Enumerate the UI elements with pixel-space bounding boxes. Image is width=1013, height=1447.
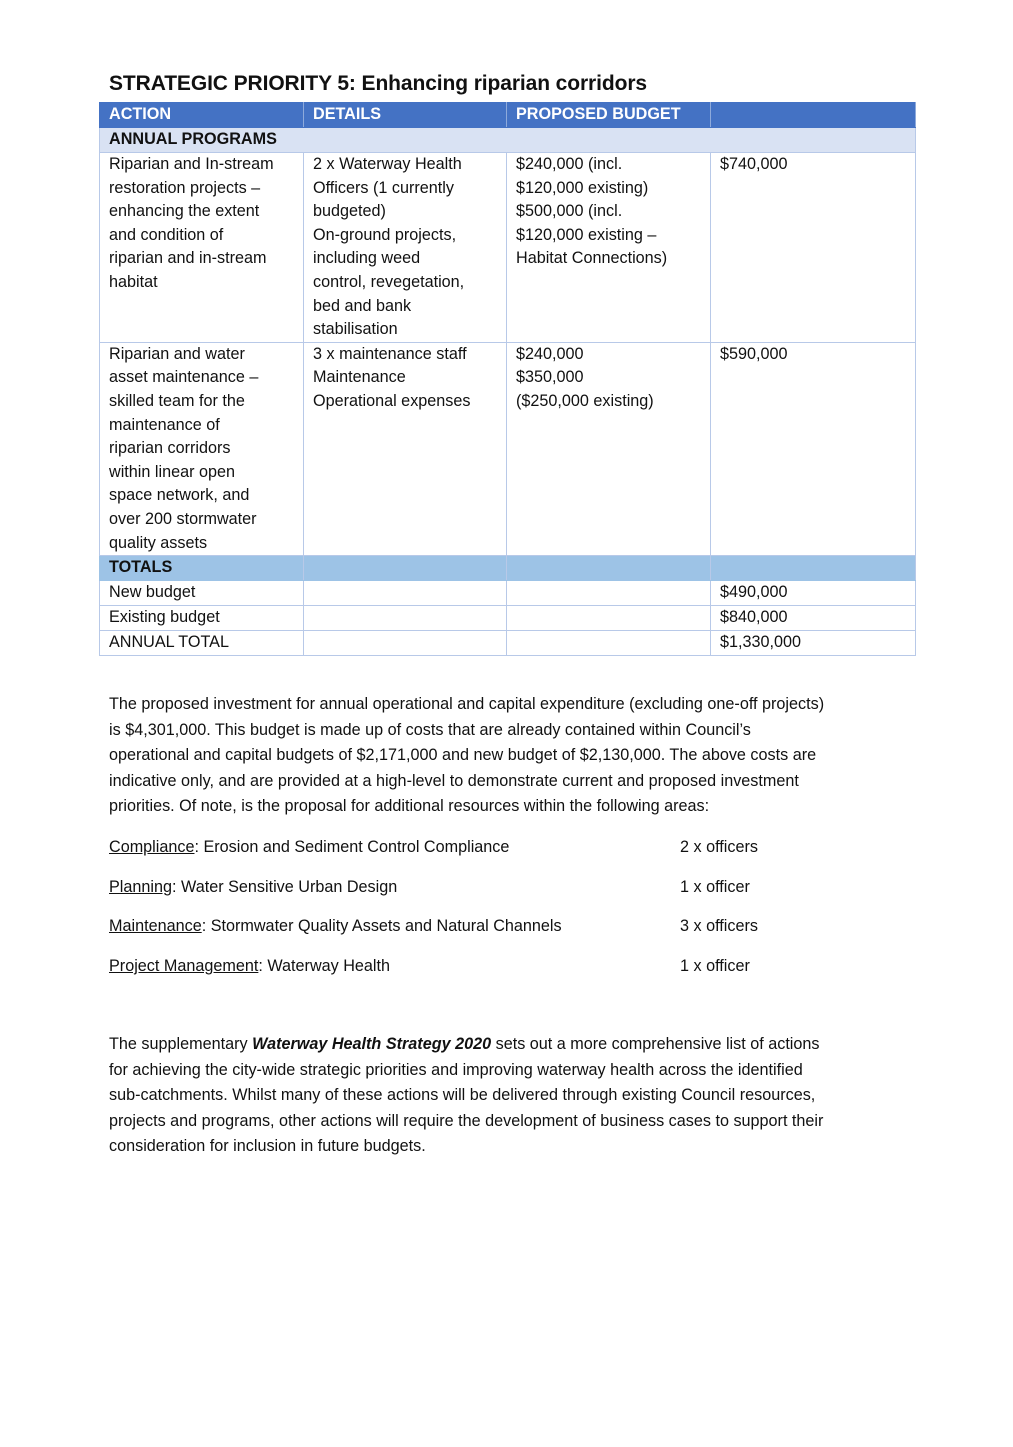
summary-value: $490,000 xyxy=(711,581,916,606)
resource-quantity: 1 x officer xyxy=(680,957,750,975)
cell-line: $240,000 (incl. xyxy=(516,155,623,173)
paragraph-line: for achieving the city-wide strategic priorities and improving waterway health across the identified xyxy=(109,1060,803,1079)
paragraph-line: consideration for inclusion in future budgets. xyxy=(109,1137,426,1156)
summary-row-existing-budget xyxy=(100,606,916,631)
cell-line: $350,000 xyxy=(516,368,584,387)
paragraph-text: sets out a more comprehensive list of actions xyxy=(491,1035,820,1053)
resource-description: : Waterway Health xyxy=(258,957,391,975)
cell-line: enhancing the extent xyxy=(109,202,260,221)
cell-line: control, revegetation, xyxy=(313,272,465,291)
cell-line: space network, and xyxy=(109,486,250,505)
resource-quantity: 1 x officer xyxy=(680,878,750,896)
paragraph-line: operational and capital budgets of $2,171,000 and new budget of $2,130,000. The above costs are xyxy=(109,746,817,765)
cell-line: maintenance of xyxy=(109,415,220,434)
cell-line: habitat xyxy=(109,272,158,291)
cell-line: budgeted) xyxy=(313,202,386,221)
cell-line: $500,000 (incl. xyxy=(516,202,623,221)
total-cell: $740,000 xyxy=(711,153,916,343)
cell-line: $120,000 existing – xyxy=(516,225,657,244)
header-details: DETAILS xyxy=(304,103,507,128)
cell-line: Riparian and water xyxy=(109,344,245,363)
cell-line: bed and bank xyxy=(313,296,412,315)
cell-line: asset maintenance – xyxy=(109,368,259,387)
resource-row-planning xyxy=(109,874,809,900)
cell-line: Officers (1 currently xyxy=(313,178,454,197)
resource-quantity: 3 x officers xyxy=(680,917,758,935)
strategy-paragraph xyxy=(109,1032,909,1160)
cell-line: including weed xyxy=(313,249,421,268)
section-row-annual-programs xyxy=(100,128,916,153)
paragraph-text: The supplementary xyxy=(109,1035,253,1053)
cell-line: 2 x Waterway Health xyxy=(313,155,462,173)
cell-line: skilled team for the xyxy=(109,391,245,410)
summary-value: $840,000 xyxy=(711,606,916,631)
budget-cell xyxy=(507,153,711,343)
header-action: ACTION xyxy=(100,103,304,128)
paragraph-line: projects and programs, other actions will require the development of business cases to support their xyxy=(109,1111,824,1130)
header-proposed-budget: PROPOSED BUDGET xyxy=(507,103,711,128)
totals-label: TOTALS xyxy=(100,556,304,581)
resource-row-compliance xyxy=(109,834,809,860)
cell-line: Operational expenses xyxy=(313,391,471,410)
budget-table xyxy=(99,102,916,656)
cell-line: over 200 stormwater xyxy=(109,509,257,528)
strategy-title: Waterway Health Strategy 2020 xyxy=(252,1035,492,1053)
resource-area: Compliance xyxy=(109,838,195,856)
table-row xyxy=(100,153,916,343)
cell-line: restoration projects – xyxy=(109,178,261,197)
cell-line: ($250,000 existing) xyxy=(516,391,654,410)
details-cell xyxy=(304,153,507,343)
summary-label: Existing budget xyxy=(100,606,304,631)
summary-label: ANNUAL TOTAL xyxy=(100,631,304,656)
cell-line: Maintenance xyxy=(313,368,406,387)
cell-line: 3 x maintenance staff xyxy=(313,344,467,363)
cell-line: $120,000 existing) xyxy=(516,178,649,197)
summary-value: $1,330,000 xyxy=(711,631,916,656)
section-label: ANNUAL PROGRAMS xyxy=(100,128,916,153)
paragraph-line xyxy=(109,1032,909,1058)
table-row xyxy=(100,342,916,555)
resource-area: Planning xyxy=(109,878,173,896)
paragraph-line: sub-catchments. Whilst many of these actions will be delivered through existing Council resources, xyxy=(109,1086,816,1105)
paragraph-line: is $4,301,000. This budget is made up of costs that are already contained within Council’s xyxy=(109,720,751,739)
resource-area: Maintenance xyxy=(109,917,202,935)
resource-row-maintenance xyxy=(109,913,809,939)
summary-row-annual-total xyxy=(100,631,916,656)
resource-description: : Erosion and Sediment Control Compliance xyxy=(194,838,510,856)
summary-label: New budget xyxy=(100,581,304,606)
investment-paragraph xyxy=(109,692,909,820)
resource-area: Project Management xyxy=(109,957,259,975)
cell-line: within linear open xyxy=(109,462,235,481)
paragraph-line: The proposed investment for annual operational and capital expenditure (excluding one-off projects) xyxy=(109,695,825,713)
cell-line: Riparian and In-stream xyxy=(109,155,274,173)
cell-line: stabilisation xyxy=(313,320,398,339)
cell-line: riparian and in-stream xyxy=(109,249,267,268)
section-row-totals xyxy=(100,556,916,581)
budget-cell xyxy=(507,342,711,555)
cell-line: riparian corridors xyxy=(109,439,231,458)
action-cell xyxy=(100,342,304,555)
resource-row-project-management xyxy=(109,953,809,979)
paragraph-line: priorities. Of note, is the proposal for additional resources within the following areas: xyxy=(109,797,710,816)
cell-line: and condition of xyxy=(109,225,224,244)
page-title: STRATEGIC PRIORITY 5: Enhancing riparian corridors xyxy=(109,72,647,95)
header-total xyxy=(711,103,916,128)
cell-line: On-ground projects, xyxy=(313,225,457,244)
table-header-row xyxy=(100,103,916,128)
total-cell: $590,000 xyxy=(711,342,916,555)
paragraph-line: indicative only, and are provided at a high-level to demonstrate current and proposed investment xyxy=(109,771,799,790)
summary-row-new-budget xyxy=(100,581,916,606)
resource-description: : Water Sensitive Urban Design xyxy=(172,878,398,896)
cell-line: quality assets xyxy=(109,533,208,552)
resource-description: : Stormwater Quality Assets and Natural Channels xyxy=(201,917,562,935)
cell-line: Habitat Connections) xyxy=(516,249,668,268)
action-cell xyxy=(100,153,304,343)
cell-line: $240,000 xyxy=(516,344,584,363)
details-cell xyxy=(304,342,507,555)
resource-quantity: 2 x officers xyxy=(680,838,758,856)
